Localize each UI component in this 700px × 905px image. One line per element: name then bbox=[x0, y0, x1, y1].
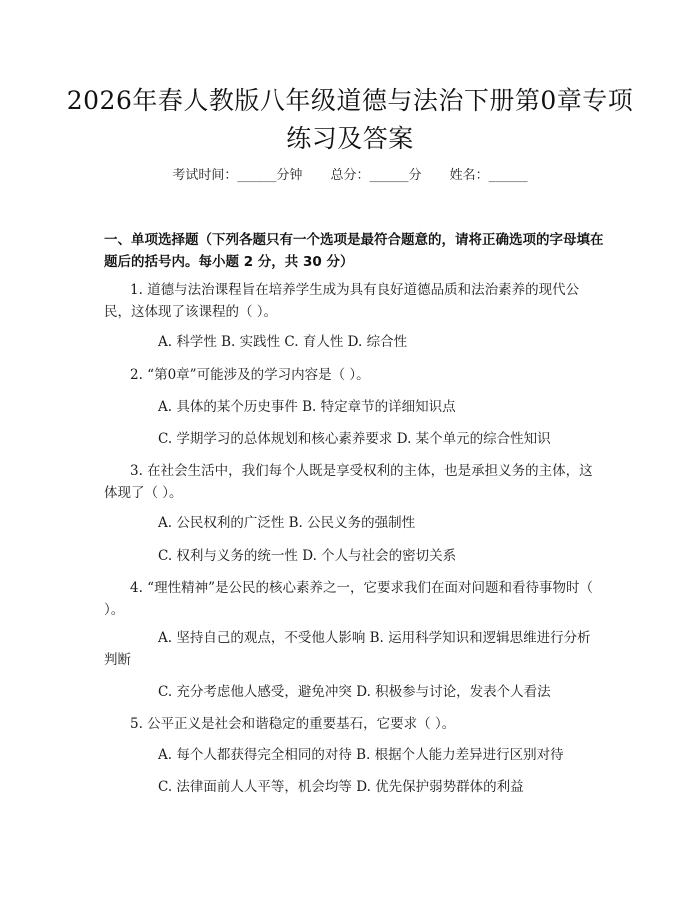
question-options: A. 具体的某个历史事件 B. 特定章节的详细知识点 bbox=[158, 399, 456, 415]
question-options: A. 每个人都获得完全相同的对待 B. 根据个人能力差异进行区别对待 bbox=[158, 747, 564, 763]
section-heading: 一、单项选择题（下列各题只有一个选项是最符合题意的，请将正确选项的字母填在题后的括号内。每小题 2 分，共 30 分） bbox=[104, 232, 604, 270]
total-score-field: 总分：______分 bbox=[330, 168, 422, 183]
question-stem: 4. “理性精神”是公民的核心素养之一，它要求我们在面对问题和看待事物时（ ）。 bbox=[104, 580, 593, 618]
question-stem: 2. “第0章”可能涉及的学习内容是（ ）。 bbox=[130, 367, 370, 383]
document-title: 2026年春人教版八年级道德与法治下册第0章专项练习及答案 bbox=[66, 86, 634, 153]
question-stem: 1. 道德与法治课程旨在培养学生成为具有良好道德品质和法治素养的现代公民，这体现了该课程的（ ）。 bbox=[104, 282, 580, 320]
question-stem: 3. 在社会生活中，我们每个人既是享受权利的主体，也是承担义务的主体，这体现了（ ）。 bbox=[104, 463, 593, 501]
question-options: C. 学期学习的总体规划和核心素养要求 D. 某个单元的综合性知识 bbox=[158, 431, 551, 447]
question-options: A. 科学性 B. 实践性 C. 育人性 D. 综合性 bbox=[158, 334, 408, 350]
exam-info bbox=[0, 166, 700, 186]
question-stem: 5. 公平正义是社会和谐稳定的重要基石，它要求（ ）。 bbox=[130, 716, 456, 732]
question-options: A. 坚持自己的观点，不受他人影响 B. 运用科学知识和逻辑思维进行分析判断 bbox=[104, 630, 591, 668]
student-name-field: 姓名：______ bbox=[449, 168, 528, 183]
question-options: C. 权利与义务的统一性 D. 个人与社会的密切关系 bbox=[158, 548, 457, 564]
question-options: C. 法律面前人人平等，机会均等 D. 优先保护弱势群体的利益 bbox=[158, 779, 524, 795]
question-options: A. 公民权利的广泛性 B. 公民义务的强制性 bbox=[158, 515, 416, 531]
question-options: C. 充分考虑他人感受，避免冲突 D. 积极参与讨论，发表个人看法 bbox=[158, 684, 551, 700]
exam-time-field: 考试时间：______分钟 bbox=[172, 168, 303, 183]
